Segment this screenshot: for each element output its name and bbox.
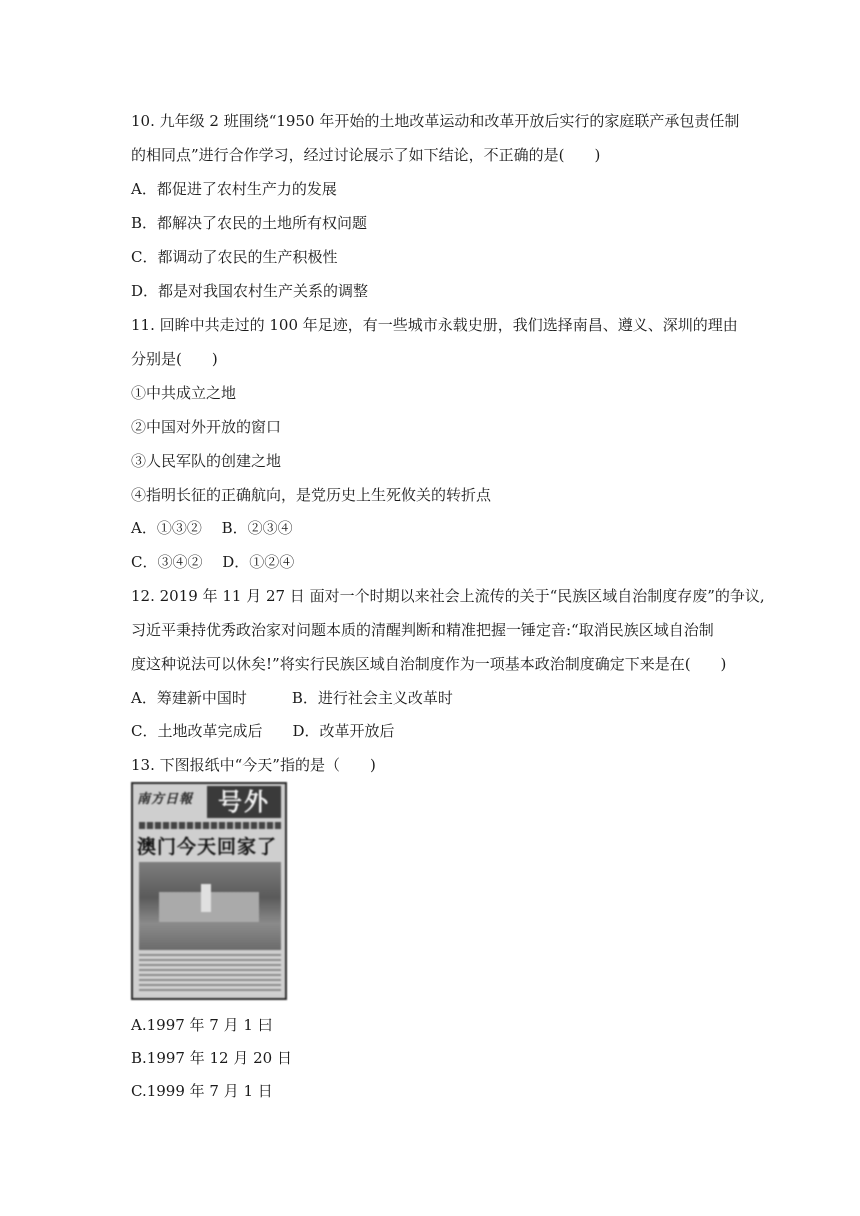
q11-stem-line2: 分别是( ) xyxy=(131,350,218,368)
q10-option-d: D．都是对我国农村生产关系的调整 xyxy=(131,282,369,300)
q12-stem-line3: 度这种说法可以休矣!”将实行民族区域自治制度作为一项基本政治制度确定下来是在( ) xyxy=(131,655,727,673)
q12-options-cd: C．土地改革完成后 D．改革开放后 xyxy=(131,722,395,740)
q11-item-3: ③人民军队的创建之地 xyxy=(131,452,282,470)
newspaper-extra-banner: 号外 xyxy=(207,786,281,818)
q10-stem-line2: 的相同点”进行合作学习，经过讨论展示了如下结论，不正确的是( ) xyxy=(131,146,601,164)
q12-stem-line1: 12. 2019 年 11 月 27 日 面对一个时期以来社会上流传的关于“民族区域自治制度存废”的争议, xyxy=(131,587,765,605)
q10-option-a: A．都促进了农村生产力的发展 xyxy=(131,180,337,198)
q10-stem-line1: 10. 九年级 2 班围绕“1950 年开始的土地改革运动和改革开放后实行的家庭联产承包责任制 xyxy=(131,112,740,130)
newspaper-image xyxy=(131,782,287,1000)
q12-stem-line2: 习近平秉持优秀政治家对问题本质的清醒判断和精准把握一锤定音:“取消民族区域自治制 xyxy=(131,621,714,639)
newspaper-photo-figure xyxy=(201,884,211,912)
q11-item-2: ②中国对外开放的窗口 xyxy=(131,418,282,436)
newspaper-body-text xyxy=(139,954,281,994)
q11-stem-line1: 11. 回眸中共走过的 100 年足迹，有一些城市永载史册，我们选择南昌、遵义、深圳的理由 xyxy=(131,316,738,334)
q13-option-a: A.1997 年 7 月 1 曰 xyxy=(131,1016,273,1034)
newspaper-headline: 澳门今天回家了 xyxy=(137,836,278,858)
q13-stem: 13. 下图报纸中“今天”指的是（ ) xyxy=(131,756,376,774)
q13-option-b: B.1997 年 12 月 20 日 xyxy=(131,1049,292,1067)
q11-options-cd: C．③④② D．①②④ xyxy=(131,553,295,571)
q10-option-c: C．都调动了农民的生产积极性 xyxy=(131,248,338,266)
newspaper-photo xyxy=(139,862,281,950)
q12-options-ab: A．筹建新中国时 B．进行社会主义改革时 xyxy=(131,689,453,707)
q11-item-1: ①中共成立之地 xyxy=(131,384,237,402)
q11-options-ab: A．①③② B．②③④ xyxy=(131,519,293,537)
q11-item-4: ④指明长征的正确航向，是党历史上生死攸关的转折点 xyxy=(131,486,492,504)
newspaper-masthead: 南方日報 xyxy=(137,792,194,807)
newspaper-subheadline xyxy=(139,822,281,829)
q10-option-b: B．都解决了农民的土地所有权问题 xyxy=(131,214,368,232)
q13-option-c: C.1999 年 7 月 1 日 xyxy=(131,1082,273,1100)
